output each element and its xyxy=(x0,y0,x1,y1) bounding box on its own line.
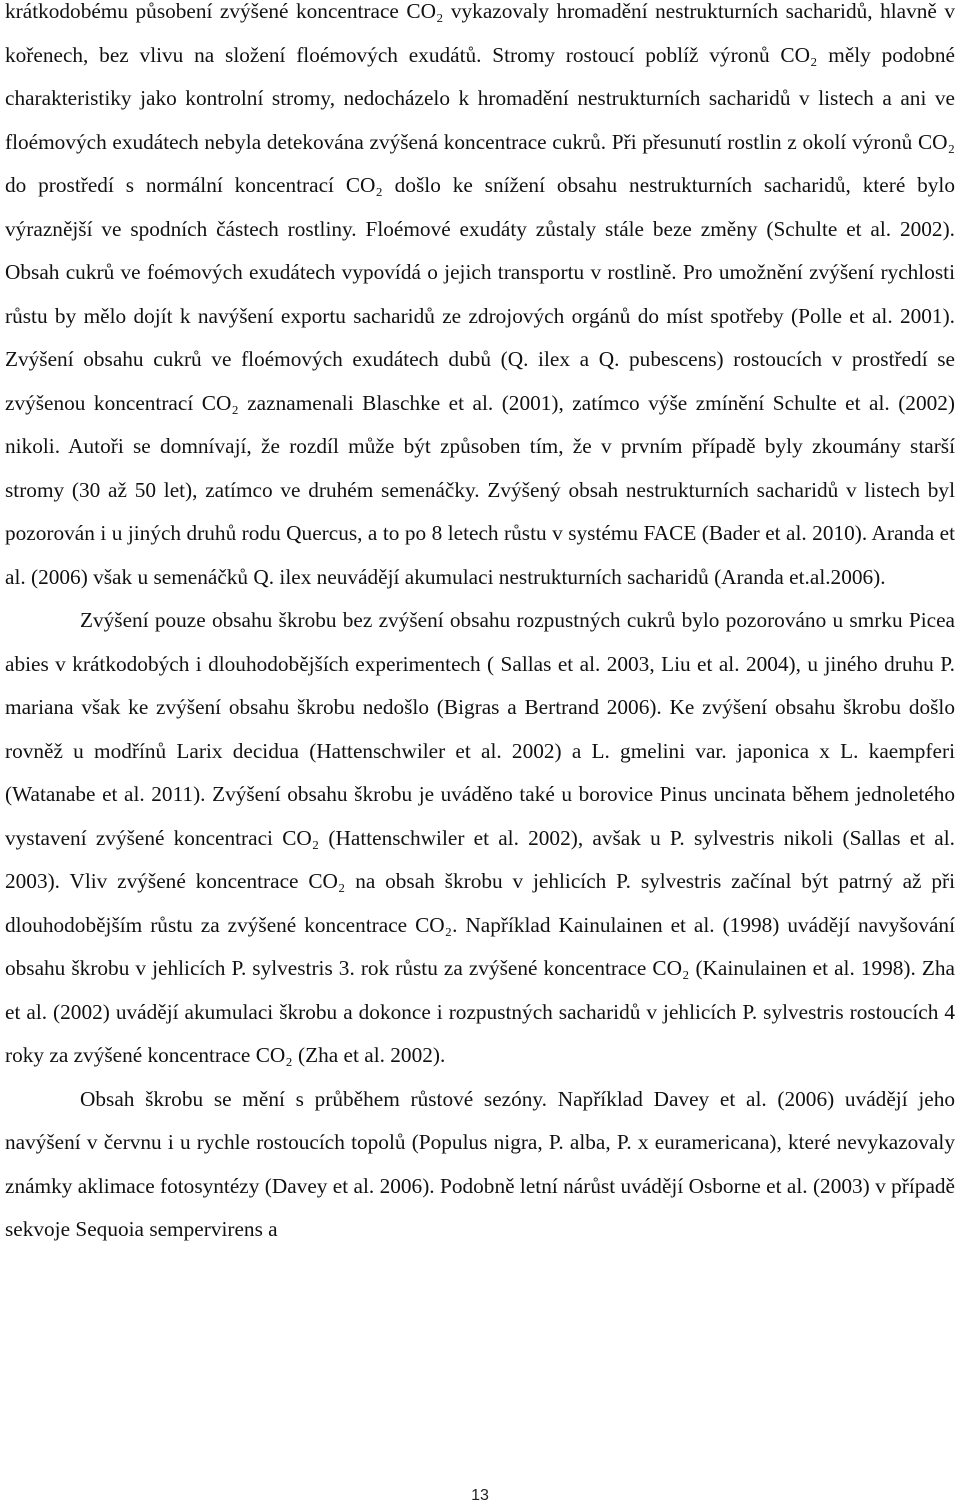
page-number: 13 xyxy=(471,1487,489,1504)
document-page xyxy=(5,0,955,1252)
paragraph-co2-exudates: krátkodobému působení zvýšené koncentrace CO₂ vykazovaly hromadění nestrukturních sacharidů, hlavně v kořenech, bez vlivu na složení floémových exudátů. Stromy rostoucí poblíž výronů CO₂ měly podobné charakteristiky jako kontrolní stromy, nedocházelo k hromadění nestrukturních sacharidů v listech a ani ve floémových exudátech nebyla detekována zvýšená koncentrace cukrů. Při přesunutí rostlin z okolí výronů CO₂ do prostředí s normální koncentrací CO₂ došlo ke snížení obsahu nestrukturních sacharidů, které bylo výraznější ve spodních částech rostliny. Floémové exudáty zůstaly stále beze změny (Schulte et al. 2002). Obsah cukrů ve foémových exudátech vypovídá o jejich transportu v rostlině. Pro umožnění zvýšení rychlosti růstu by mělo dojít k navýšení exportu sacharidů ze zdrojových orgánů do míst spotřeby (Polle et al. 2001). Zvýšení obsahu cukrů ve floémových exudátech dubů (Q. ilex a Q. pubescens) rostoucích v prostředí se zvýšenou koncentrací CO₂ zaznamenali Blaschke et al. (2001), zatímco výše zmínění Schulte et al. (2002) nikoli. Autoři se domnívají, že rozdíl může být způsoben tím, že v prvním případě byly zkoumány starší stromy (30 až 50 let), zatímco ve druhém semenáčky. Zvýšený obsah nestrukturních sacharidů v listech byl pozorován i u jiných druhů rodu Quercus, a to po 8 letech růstu v systému FACE (Bader et al. 2010). Aranda et al. (2006) však u semenáčků Q. ilex neuvádějí akumulaci nestrukturních sacharidů (Aranda et.al.2006). xyxy=(5,0,955,589)
paragraph-seasonal-starch: Obsah škrobu se mění s průběhem růstové sezóny. Například Davey et al. (2006) uvádějí jeho navýšení v červnu i u rychle rostoucích topolů (Populus nigra, P. alba, P. x euramericana), které nevykazovaly známky aklimace fotosyntézy (Davey et al. 2006). Podobně letní nárůst uvádějí Osborne et al. (2003) v případě sekvoje Sequoia sempervirens a xyxy=(5,1086,955,1241)
paragraph-starch-conifers: Zvýšení pouze obsahu škrobu bez zvýšení obsahu rozpustných cukrů bylo pozorováno u smrku Picea abies v krátkodobých i dlouhodobějších experimentech ( Sallas et al. 2003, Liu et al. 2004), u jiného druhu P. mariana však ke zvýšení obsahu škrobu nedošlo (Bigras a Bertrand 2006). Ke zvýšení obsahu škrobu došlo rovněž u modřínů Larix decidua (Hattenschwiler et al. 2002) a L. gmelini var. japonica x L. kaempferi (Watanabe et al. 2011). Zvýšení obsahu škrobu je uváděno také u borovice Pinus uncinata během jednoletého vystavení zvýšené koncentraci CO₂ (Hattenschwiler et al. 2002), avšak u P. sylvestris nikoli (Sallas et al. 2003). Vliv zvýšené koncentrace CO₂ na obsah škrobu v jehlicích P. sylvestris začínal být patrný až při dlouhodobějším růstu za zvýšené koncentrace CO₂. Například Kainulainen et al. (1998) uvádějí navyšování obsahu škrobu v jehlicích P. sylvestris 3. rok růstu za zvýšené koncentrace CO₂ (Kainulainen et al. 1998). Zha et al. (2002) uvádějí akumulaci škrobu a dokonce i rozpustných sacharidů v jehlicích P. sylvestris rostoucích 4 roky za zvýšené koncentrace CO₂ (Zha et al. 2002). xyxy=(5,608,955,1067)
